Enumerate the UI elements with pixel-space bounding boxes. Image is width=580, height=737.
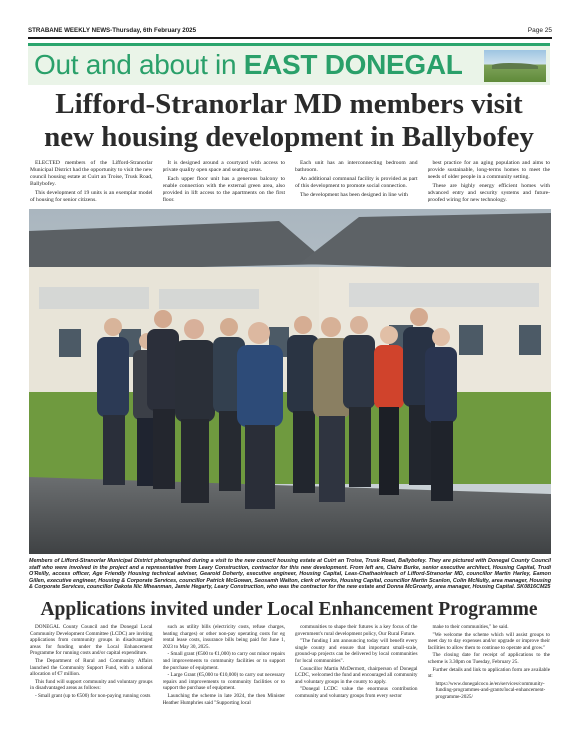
- paragraph: such as utility bills (electricity costs, refuse charges, heating charges) or other non-pay operating costs for eg rental lease costs, insurance bills being paid for June 1, 2023 to May 30, 2025.: [162, 624, 285, 650]
- article1-col4: [428, 160, 551, 210]
- article1-col2: [163, 160, 286, 210]
- paragraph: - Small grant (up to €500) for non-paying running costs: [35, 692, 151, 699]
- window: [459, 325, 483, 355]
- balcony-right: [349, 283, 539, 307]
- paragraph: "Donegal LCDC value the enormous contribution community and voluntary groups from every sector: [295, 686, 418, 699]
- paragraph: Each upper floor unit has a generous balcony to enable connection with the external green area, also provided in lift access to the apartments on the first floor.: [162, 176, 285, 203]
- url-link[interactable]: https://www.donegalcoco.ie/en/services/community-funding-programmes-and-grants/local-enhancement-programme-2025/: [435, 680, 546, 700]
- person: [175, 319, 215, 503]
- paragraph: The development has been designed in line with: [300, 192, 408, 198]
- group-photo: [29, 209, 551, 554]
- section-title: [34, 48, 463, 82]
- paragraph: The Department of Rural and Community Affairs launched the Community Support Fund, with a national allocation of €7 million.: [30, 657, 153, 678]
- article1-col1: [30, 160, 153, 210]
- masthead-rule: [28, 37, 552, 39]
- section-banner: [28, 43, 550, 85]
- headline-2: Applications invited under Local Enhancement Programme: [40, 599, 538, 620]
- group-photo-illustration: [29, 209, 551, 554]
- article2-col3: [295, 624, 418, 728]
- photo-caption: Members of Lifford-Stranorlar Municipal District photographed during a visit to the new council housing estate at Cuirt an Troise, Trusk Road, Ballybofey. They are pictured with Donegal County Council staff who were involved in the project and a representative from Leary Construction, contractor for this new development. From left are, Claire Burke, senior executive architect, Housing Capital, Trudi O'Reilly, access officer, Age Friendly Housing technical adviser, Gearoid Doherty, executive engineer, Housing Capital, Leas-Chathaoirleach of Lifford-Stranorlar MD, councillor Martin Harley, Eamon Gillen, executive engineer, Housing & Corporate Services, councillor Patrick McGowan, Seosamh Walton, clerk of works, Housing Capital, councillor Martin Scanlon, Colin McNulty, area manager, Housing & Corporate Services, councillor Dakota Nic Mheanman, Jamie Hegarty, Leary Construction, who was the contractor for the new estate and Donna McGroarty, area manager, Housing Capital. SK0816CM25: [29, 558, 551, 591]
- article1-body: [30, 160, 550, 210]
- window: [519, 325, 541, 355]
- masthead-bar: [28, 24, 552, 36]
- paragraph: Further details and link to application form are available at:: [427, 666, 550, 680]
- paragraph: DONEGAL County Council and the Donegal Local Community Development Committee (LCDC) are inviting applications from community groups in disadvantaged areas for funding under the Local Enhancement Programme for running costs and/or capital expenditure.: [30, 624, 153, 657]
- balcony-left-2: [159, 289, 259, 309]
- paragraph: Each unit has an interconnecting bedroom and bathroom.: [295, 160, 418, 173]
- paragraph: - Small grant (€500 to €1,000) to carry out minor repairs and improvements to community facilities or to support the purchase of equipment.: [162, 651, 285, 671]
- paragraph: An additional communal facility is provided as part of this development to promote social connection.: [295, 176, 418, 189]
- page-number: Page 25: [527, 26, 552, 34]
- paragraph: - Large Grant (€5,000 to €10,000) to carry out necessary repairs and improvements to community facilities or to support the purchase of equipment.: [162, 672, 285, 692]
- paragraph: ELECTED members of the Lifford-Stranorlar Municipal District had the opportunity to visit the new council housing estate at Cuirt an Troise, Trusk Road, Ballybofey.: [30, 160, 153, 187]
- article2-col2: [163, 624, 286, 728]
- article2-body: [30, 624, 550, 728]
- paragraph: best practice for an aging population and aims to provide sustainable, long-terms homes to meet the needs of older people in a community setting.: [427, 160, 550, 180]
- paragraph: "We welcome the scheme which will assist groups to meet day to day expenses and/or upgrade or improve their facilities to allow them to continue to operate and grow.": [427, 631, 550, 651]
- paragraph: This fund will support community and voluntary groups in disadvantaged areas as follows:: [30, 678, 153, 692]
- window: [59, 329, 81, 357]
- paragraph: communities to shape their futures is a key focus of the government's rural development policy, Our Rural Future.: [295, 624, 418, 637]
- banner-landscape-image: [484, 50, 546, 82]
- paragraph: make to their communities," he said.: [432, 624, 509, 630]
- article1-col3: [295, 160, 418, 210]
- section-prefix: Out and about in: [34, 49, 237, 80]
- paragraph: Councillor Martin McDermott, chairperson of Donegal LCDC, welcomed the fund and encouraged all community and voluntary groups in the county to apply.: [295, 665, 418, 685]
- paragraph: "The funding I am announcing today will benefit every single county and ensure that important small-scale, ground-up projects can be delivered by local communities for local communities".: [295, 638, 418, 664]
- masthead-text: STRABANE WEEKLY NEWS-Thursday, 6th February 2025: [28, 26, 197, 34]
- paragraph: Launching the scheme in late 2024, the then Minister Heather Humphries said "Supporting local: [162, 692, 285, 706]
- headline: Lifford-Stranorlar MD members visit new housing development in Ballybofey: [44, 88, 534, 153]
- balcony-left: [39, 287, 149, 309]
- article2-col4: [428, 624, 551, 728]
- article2-col1: [30, 624, 153, 728]
- section-name: EAST DONEGAL: [243, 49, 463, 80]
- paragraph: This development of 19 units is an exemplar model of housing for senior citizens.: [30, 190, 153, 203]
- paragraph: These are highly energy efficient homes with advanced entry and security systems and future-proofed wiring for new technology.: [427, 183, 550, 203]
- paragraph: It is designed around a courtyard with access to private quality open space and seating areas.: [162, 160, 285, 173]
- paragraph: The closing date for receipt of applications to the scheme is 3.30pm on Tuesday, February 25.: [427, 652, 550, 665]
